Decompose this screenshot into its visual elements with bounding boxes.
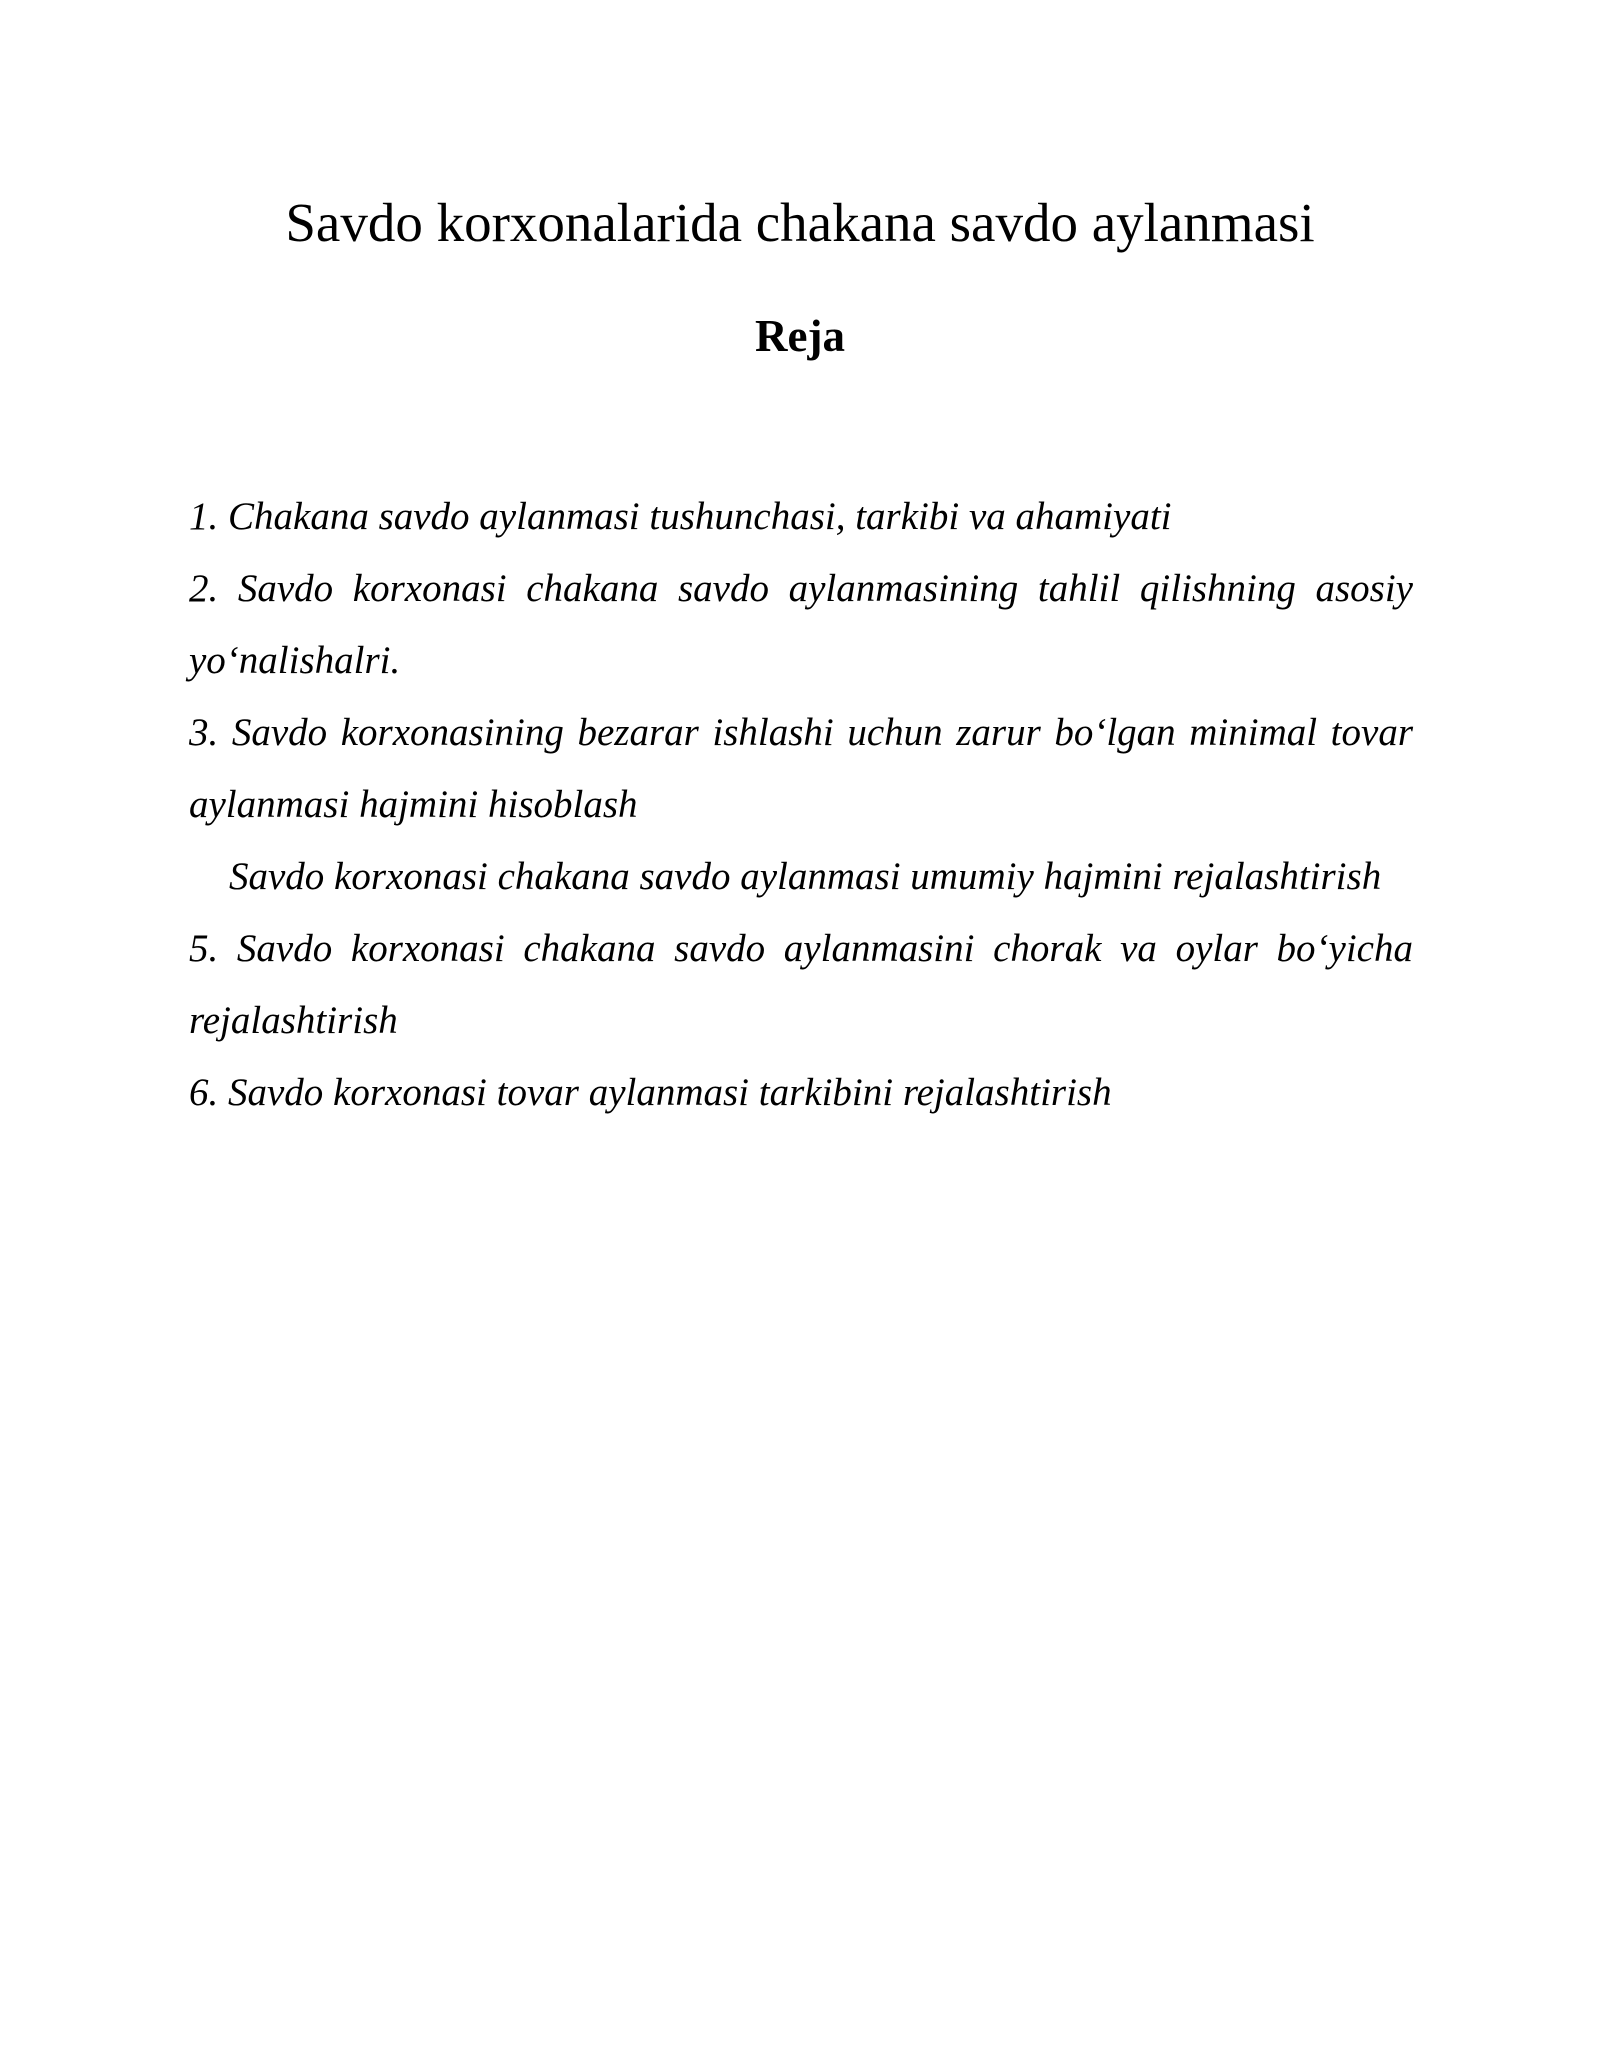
plan-item-2: 2. Savdo korxonasi chakana savdo aylanmasining tahlil qilishning asosiy yo‘nalishalri. (189, 567, 1413, 682)
plan-item-4: Savdo korxonasi chakana savdo aylanmasi umumiy hajmini rejalashtirish (229, 855, 1382, 898)
plan-item-5: 5. Savdo korxonasi chakana savdo aylanmasini chorak va oylar bo‘yicha rejalashtirish (189, 927, 1413, 1042)
plan-heading: Reja (755, 311, 845, 361)
plan-list (189, 481, 1413, 1129)
plan-item-6: 6. Savdo korxonasi tovar aylanmasi tarkibini rejalashtirish (189, 1071, 1112, 1114)
plan-item-1: 1. Chakana savdo aylanmasi tushunchasi, tarkibi va ahamiyati (189, 495, 1172, 538)
document-title: Savdo korxonalarida chakana savdo aylanmasi (285, 192, 1315, 253)
plan-item-3: 3. Savdo korxonasining bezarar ishlashi uchun zarur bo‘lgan minimal tovar aylanmasi hajmini hisoblash (189, 711, 1413, 826)
